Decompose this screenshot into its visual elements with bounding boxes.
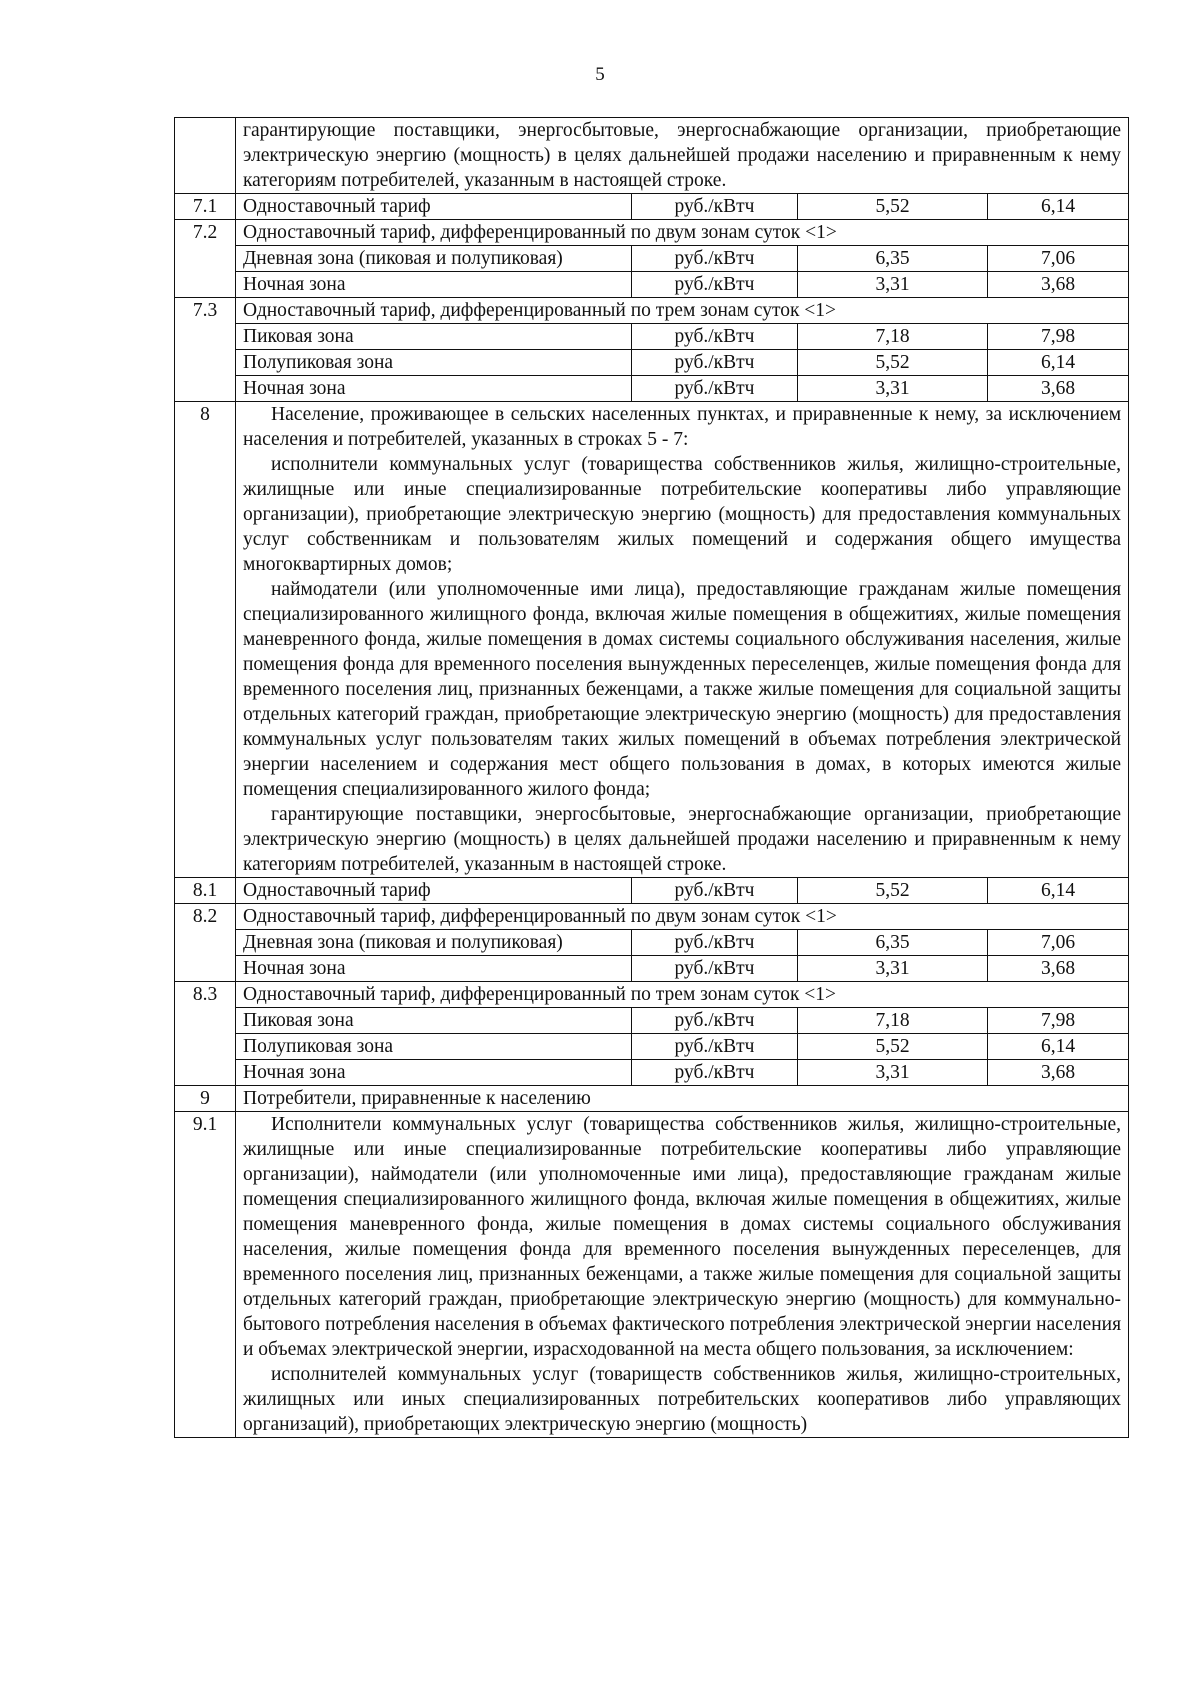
value-1: 3,31 (798, 272, 988, 298)
value-1: 5,52 (798, 878, 988, 904)
value-1: 7,18 (798, 1008, 988, 1034)
tariff-name: Одноставочный тариф (236, 878, 632, 904)
table-row (175, 402, 1129, 878)
row-number: 8.2 (175, 904, 236, 930)
unit: руб./кВтч (632, 1034, 798, 1060)
unit: руб./кВтч (632, 376, 798, 402)
zone-name: Дневная зона (пиковая и полупиковая) (236, 930, 632, 956)
row-number: 8.3 (175, 982, 236, 1008)
row-number: 7.2 (175, 220, 236, 246)
row-number (175, 324, 236, 350)
zone-name: Дневная зона (пиковая и полупиковая) (236, 246, 632, 272)
value-2: 7,06 (988, 930, 1129, 956)
unit: руб./кВтч (632, 1060, 798, 1086)
unit: руб./кВтч (632, 878, 798, 904)
value-2: 6,14 (988, 350, 1129, 376)
row-number: 8.1 (175, 878, 236, 904)
tariff-name: Одноставочный тариф, дифференцированный по двум зонам суток <1> (236, 220, 1129, 246)
value-2: 3,68 (988, 376, 1129, 402)
zone-name: Полупиковая зона (236, 350, 632, 376)
zone-name: Ночная зона (236, 376, 632, 402)
table-row (175, 246, 1129, 272)
table-row (175, 1008, 1129, 1034)
row-number (175, 1034, 236, 1060)
tariff-table (174, 117, 1129, 1438)
value-2: 7,06 (988, 246, 1129, 272)
row-number: 7.3 (175, 298, 236, 324)
value-2: 6,14 (988, 1034, 1129, 1060)
zone-name: Ночная зона (236, 272, 632, 298)
row-number (175, 930, 236, 956)
unit: руб./кВтч (632, 272, 798, 298)
tariff-name: Одноставочный тариф (236, 194, 632, 220)
row-description: гарантирующие поставщики, энергосбытовые, энергоснабжающие организации, приобретающие электрическую энергию (мощность) в целях дальнейшей продажи населению и приравненным к нему категориям потребителей, указанным в настоящей строке. (236, 118, 1129, 194)
unit: руб./кВтч (632, 930, 798, 956)
zone-name: Полупиковая зона (236, 1034, 632, 1060)
row-number (175, 1008, 236, 1034)
table-row (175, 930, 1129, 956)
value-2: 6,14 (988, 194, 1129, 220)
row-number (175, 956, 236, 982)
tariff-name: Одноставочный тариф, дифференцированный по трем зонам суток <1> (236, 982, 1129, 1008)
row-number (175, 246, 236, 272)
value-1: 5,52 (798, 194, 988, 220)
unit: руб./кВтч (632, 324, 798, 350)
value-2: 7,98 (988, 1008, 1129, 1034)
value-1: 7,18 (798, 324, 988, 350)
row-number: 7.1 (175, 194, 236, 220)
table-row (175, 350, 1129, 376)
value-2: 3,68 (988, 956, 1129, 982)
value-1: 5,52 (798, 350, 988, 376)
value-2: 3,68 (988, 1060, 1129, 1086)
zone-name: Ночная зона (236, 1060, 632, 1086)
table-row (175, 878, 1129, 904)
unit: руб./кВтч (632, 956, 798, 982)
unit: руб./кВтч (632, 350, 798, 376)
table-row (175, 956, 1129, 982)
table-row (175, 272, 1129, 298)
row-number (175, 1060, 236, 1086)
value-2: 3,68 (988, 272, 1129, 298)
table-row (175, 1112, 1129, 1438)
unit: руб./кВтч (632, 194, 798, 220)
table-row (175, 1034, 1129, 1060)
row-description: Исполнители коммунальных услуг (товарищества собственников жилья, жилищно-строительные, жилищные или иные специализированные потребительские кооперативы либо управляющие организации), наймодатели (или уполномоченные ими лица), предоставляющие гражданам жилые помещения специализированного жилищного фонда, включая жилые помещения в общежитиях, жилые помещения маневренного фонда, жилые помещения в домах системы социального обслуживания населения, жилые помещения фонда для временного поселения вынужденных переселенцев, для временного поселения лиц, признанных беженцами, а также жилые помещения для социальной защиты отдельных категорий граждан, приобретающие электрическую энергию (мощность) для коммунально-бытового потребления населения в объемах фактического потребления электрической энергии населения и объемах электрической энергии, израсходованной на места общего пользования, за исключением: исполнителей коммунальных услуг (товариществ собственников жилья, жилищно-строительных, жилищных или иных специализированных потребительских кооперативов либо управляющих организаций), приобретающих электрическую энергию (мощность) (236, 1112, 1129, 1438)
value-2: 7,98 (988, 324, 1129, 350)
zone-name: Ночная зона (236, 956, 632, 982)
table-row (175, 194, 1129, 220)
row-number: 9.1 (175, 1112, 236, 1438)
value-1: 3,31 (798, 1060, 988, 1086)
tariff-name: Одноставочный тариф, дифференцированный по двум зонам суток <1> (236, 904, 1129, 930)
row-number (175, 118, 236, 194)
table-row (175, 220, 1129, 246)
row-number: 9 (175, 1086, 236, 1112)
page-number: 5 (595, 64, 605, 85)
table-row (175, 1086, 1129, 1112)
section-title: Потребители, приравненные к населению (236, 1086, 1129, 1112)
unit: руб./кВтч (632, 1008, 798, 1034)
value-1: 5,52 (798, 1034, 988, 1060)
table-row (175, 376, 1129, 402)
table-row (175, 1060, 1129, 1086)
row-number (175, 350, 236, 376)
tariff-name: Одноставочный тариф, дифференцированный по трем зонам суток <1> (236, 298, 1129, 324)
zone-name: Пиковая зона (236, 1008, 632, 1034)
value-1: 6,35 (798, 930, 988, 956)
table-row (175, 904, 1129, 930)
row-number (175, 376, 236, 402)
table-row (175, 982, 1129, 1008)
value-1: 3,31 (798, 956, 988, 982)
table-row (175, 324, 1129, 350)
row-number: 8 (175, 402, 236, 878)
row-number (175, 272, 236, 298)
row-description: Население, проживающее в сельских населенных пунктах, и приравненные к нему, за исключением населения и потребителей, указанных в строках 5 - 7: исполнители коммунальных услуг (товарищества собственников жилья, жилищно-строительные, жилищные или иные специализированные потребительские кооперативы либо управляющие организации), приобретающие электрическую энергию (мощность) для предоставления коммунальных услуг собственникам и пользователям жилых помещений и содержания общего имущества многоквартирных домов; наймодатели (или уполномоченные ими лица), предоставляющие гражданам жилые помещения специализированного жилищного фонда, включая жилые помещения в общежитиях, жилые помещения маневренного фонда, жилые помещения в домах системы социального обслуживания населения, жилые помещения фонда для временного поселения вынужденных переселенцев, жилые помещения фонда для временного поселения лиц, признанных беженцами, а также жилые помещения для социальной защиты отдельных категорий граждан, приобретающие электрическую энергию (мощность) для предоставления коммунальных услуг пользователям таких жилых помещений в объемах потребления электрической энергии населением и содержания мест общего пользования в домах, в которых имеются жилые помещения специализированного жилого фонда; гарантирующие поставщики, энергосбытовые, энергоснабжающие организации, приобретающие электрическую энергию (мощность) в целях дальнейшей продажи населению и приравненным к нему категориям потребителей, указанным в настоящей строке. (236, 402, 1129, 878)
table-row (175, 118, 1129, 194)
table-row (175, 298, 1129, 324)
value-1: 6,35 (798, 246, 988, 272)
value-1: 3,31 (798, 376, 988, 402)
unit: руб./кВтч (632, 246, 798, 272)
zone-name: Пиковая зона (236, 324, 632, 350)
value-2: 6,14 (988, 878, 1129, 904)
